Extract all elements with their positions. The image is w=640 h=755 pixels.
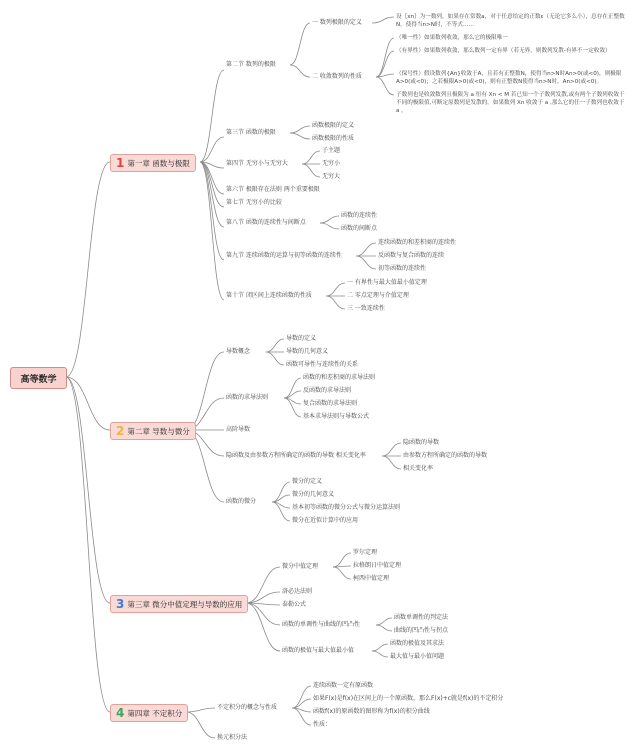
ch1-s8-continuity[interactable]: 函数的连续性 <box>341 212 378 219</box>
chapter-1-title: 第一章 函数与极限 <box>127 158 190 168</box>
ch1-section-6[interactable]: 第六节 极限存在法则 两个重要极限 <box>226 186 320 193</box>
connector-ch4-a-3 <box>292 708 311 725</box>
connector-root-ch1 <box>66 162 110 377</box>
connector-ch1-s4-0 <box>302 151 320 164</box>
ch1-s10-uniform[interactable]: 三 一致连续性 <box>347 305 385 312</box>
ch3-lhopital[interactable]: 洛必达法则 <box>282 588 313 595</box>
ch1-s4-infinity[interactable]: 无穷大 <box>322 173 341 180</box>
ch1-s2-prop-uniqueness: （唯一性）如果数列收敛，那么它的极限唯一 <box>396 35 508 41</box>
chapter-1-number: 1 <box>116 156 125 170</box>
connector-ch1-s9-2 <box>356 256 376 269</box>
ch3-e-extrema-method[interactable]: 函数的极值及其求法 <box>390 640 445 647</box>
root-node[interactable]: 高等数学 <box>10 367 67 389</box>
ch2-a-geom[interactable]: 导数的几何意义 <box>286 348 329 355</box>
ch1-s2-prop-sign: （保号性）假设数列{An}收敛于A，且若有正整数N，使得当n>N时An>0(或<0)，则极限A>0(或<0)；之若极限A>0(或<0)，则有正整数N使得当n>N时，An>0(或<0)。 <box>396 71 622 85</box>
ch3-e-max-min[interactable]: 最大值与最小值问题 <box>390 653 445 660</box>
ch1-section-4[interactable]: 第四节 无穷小与无穷大 <box>226 160 288 167</box>
ch1-s2-definition[interactable]: 一 数列极限的定义 <box>312 19 362 26</box>
ch2-b-basic[interactable]: 基本求导法则与导数公式 <box>303 413 370 420</box>
ch3-extrema[interactable]: 函数的极值与最大值最小值 <box>282 647 355 654</box>
chapter-3-title: 第三章 微分中值定理与导数的应用 <box>127 599 243 609</box>
chapter-4-number: 4 <box>116 706 125 720</box>
ch1-section-3[interactable]: 第三节 函数的极限 <box>226 129 276 136</box>
ch1-s8-discontinuity[interactable]: 函数的间断点 <box>341 225 378 232</box>
ch1-section-9[interactable]: 第九节 连续函数的运算与初等函数的连续性 <box>226 252 342 259</box>
ch1-section-8[interactable]: 第八节 函数的连续性与间断点 <box>226 219 306 226</box>
ch1-s4-subtopic[interactable]: 子主题 <box>322 147 341 154</box>
connector-ch3-4 <box>246 603 280 651</box>
connector-root-ch3 <box>66 377 110 603</box>
connector-ch1-7 <box>200 162 224 300</box>
connector-ch4-0 <box>186 708 215 712</box>
ch2-rules[interactable]: 函数的求导法则 <box>226 394 269 401</box>
chapter-3-node[interactable] <box>110 595 248 613</box>
ch4-a-properties[interactable]: 性质： <box>313 721 332 728</box>
chapter-2-title: 第二章 导数与微分 <box>127 426 190 436</box>
connector-ch1-s2-prop-1 <box>376 51 394 77</box>
ch4-a-integral-curve[interactable]: 函数f(x)的原函数的图形称为f(x)的积分曲线 <box>313 708 430 715</box>
connector-ch2-a-0 <box>266 339 284 352</box>
ch1-s9-elementary[interactable]: 初等函数的连续性 <box>378 265 427 272</box>
connector-ch1-s2-prop <box>290 65 310 77</box>
ch2-d-parametric[interactable]: 由参数方程所确定的函数的导数 <box>403 452 488 459</box>
connector-ch2-4 <box>186 430 224 502</box>
connector-ch1-4 <box>200 162 224 207</box>
ch2-d-implicit[interactable]: 隐函数的导数 <box>403 439 440 446</box>
connector-ch1-5 <box>200 162 224 227</box>
ch1-s10-zero[interactable]: 二 零点定理与介值定理 <box>347 292 409 299</box>
ch1-section-10[interactable]: 第十节 闭区间上连续函数的性质 <box>226 292 312 299</box>
connector-ch2-a-2 <box>266 352 284 365</box>
connector-ch1-s2-def-text <box>372 17 394 23</box>
ch1-section-7[interactable]: 第七节 无穷小的比较 <box>226 199 282 206</box>
connector-ch1-s3-1 <box>290 133 310 139</box>
ch2-derivative-concept[interactable]: 导数概念 <box>226 348 251 355</box>
connector-ch1-s2-def <box>290 23 310 65</box>
connector-ch1-s4-2 <box>302 164 320 177</box>
connector-ch1-0 <box>200 70 224 162</box>
ch2-higher-order[interactable]: 高阶导数 <box>226 426 251 433</box>
ch2-implicit[interactable]: 隐函数及由参数方程所确定的函数的导数 相关变化率 <box>226 452 366 459</box>
ch1-s3-prop[interactable]: 函数极限的性质 <box>312 135 355 142</box>
ch2-e-geom[interactable]: 微分的几何意义 <box>292 491 335 498</box>
ch2-b-arith[interactable]: 函数的和差积商的求导法则 <box>303 374 376 381</box>
connector-ch1-s8-0 <box>320 216 339 223</box>
ch2-d-related[interactable]: 相关变化率 <box>403 465 434 472</box>
chapter-2-node[interactable] <box>110 422 196 440</box>
ch3-mean-value[interactable]: 微分中值定理 <box>282 563 319 570</box>
ch3-d-monotonic-test[interactable]: 函数单调性的判定法 <box>394 614 449 621</box>
ch3-monotonic[interactable]: 函数的单调性与曲线的凹凸性 <box>282 621 361 628</box>
ch4-a-antiderivative[interactable]: 如果F(x)是f(x)在区间上的一个原函数，那么F(x)+c就是f(x)的不定积分 <box>313 695 504 702</box>
ch3-a-lagrange[interactable]: 拉格朗日中值定理 <box>353 562 402 569</box>
ch1-s9-arith[interactable]: 连续函数的和差积商的连续性 <box>378 239 457 246</box>
connector-ch2-d-2 <box>382 456 401 469</box>
ch1-s2-definition-text: 设｛xn｝为一数列，如果存在常数a，对于任意给定的正数ε（无论它多么小），总存在正整数N，使得当n>N时，不等式…… <box>396 14 625 28</box>
ch2-a-relation[interactable]: 函数可导性与连续性的关系 <box>286 361 359 368</box>
connector-ch3-d-0 <box>376 618 392 625</box>
connector-ch1-s2-prop-3 <box>376 77 394 95</box>
connector-ch1-s3-0 <box>290 126 310 133</box>
connector-ch2-d-0 <box>382 443 401 456</box>
ch4-substitution[interactable]: 换元积分法 <box>217 734 248 741</box>
connector-ch3-d-1 <box>376 625 392 631</box>
ch1-s10-bounded[interactable]: 一 有界性与最大值最小值定理 <box>347 279 427 286</box>
ch1-s2-prop-boundedness: （有界性）如果数列收敛，那么数列一定有界（若无界，则数列发散-有界不一定收敛） <box>396 48 611 54</box>
ch2-a-def[interactable]: 导数的定义 <box>286 335 317 342</box>
ch3-a-cauchy[interactable]: 柯西中值定理 <box>353 575 390 582</box>
connector-ch2-0 <box>186 352 224 430</box>
connector-root-ch4 <box>66 377 110 712</box>
connector-ch3-e-1 <box>372 651 388 657</box>
chapter-3-number: 3 <box>116 597 125 611</box>
ch1-s9-inverse[interactable]: 反函数与复合函数的连续 <box>378 252 445 259</box>
connector-ch1-6 <box>200 162 224 260</box>
connector-ch4-a-0 <box>292 686 311 708</box>
ch4-a-exists[interactable]: 连续函数一定有原函数 <box>313 682 374 689</box>
connector-ch3-3 <box>246 603 280 625</box>
ch1-s3-def[interactable]: 函数极限的定义 <box>312 122 355 129</box>
ch1-s2-prop-subsequence: 子数列也是收敛数列且极限为 a 恒有 Xn < M 若已知一个子数列发散,或有两个子数列收敛于不同的极限值,可断定原数列是发散的。如果数列 Xn 收敛于 a ,那么它的任一子数列也收敛于 a 。 <box>396 92 625 114</box>
ch4-indefinite-concept[interactable]: 不定积分的概念与性质 <box>217 704 278 711</box>
connector-ch1-s2-prop-0 <box>376 38 394 77</box>
connector-ch1-s9-0 <box>356 243 376 256</box>
connector-ch3-e-0 <box>372 644 388 651</box>
ch2-e-def[interactable]: 微分的定义 <box>292 478 323 485</box>
ch2-differential[interactable]: 函数的微分 <box>226 498 257 505</box>
ch3-taylor[interactable]: 泰勒公式 <box>282 601 307 608</box>
connector-ch1-s10-0 <box>326 283 345 296</box>
connector-ch3-a-2 <box>333 567 351 579</box>
connector-ch3-a-0 <box>333 553 351 567</box>
ch1-section-2[interactable]: 第二节 数列的极限 <box>226 61 276 68</box>
connector-ch1-s10-2 <box>326 296 345 309</box>
ch2-e-approx[interactable]: 微分在近似计算中的应用 <box>292 517 359 524</box>
ch1-s4-infinitesimal[interactable]: 无穷小 <box>322 160 341 167</box>
chapter-4-title: 第四章 不定积分 <box>127 708 183 718</box>
connector-ch4-a-1 <box>292 699 311 708</box>
ch2-e-formula[interactable]: 基本初等函数的微分公式与微分运算法则 <box>292 504 401 511</box>
connector-ch1-s8-1 <box>320 223 339 229</box>
ch3-d-concavity[interactable]: 曲线的凹凸性与拐点 <box>394 627 449 634</box>
chapter-2-number: 2 <box>116 424 125 438</box>
ch2-b-chain[interactable]: 复合函数的求导法则 <box>303 400 358 407</box>
ch1-s2-properties[interactable]: 二 收敛数列的性质 <box>312 73 362 80</box>
chapter-4-node[interactable] <box>110 704 188 722</box>
connector-ch4-1 <box>186 712 215 738</box>
ch3-a-rolle[interactable]: 罗尔定理 <box>353 549 378 556</box>
chapter-1-node[interactable] <box>110 154 196 172</box>
ch2-b-inverse[interactable]: 反函数的求导法则 <box>303 387 352 394</box>
